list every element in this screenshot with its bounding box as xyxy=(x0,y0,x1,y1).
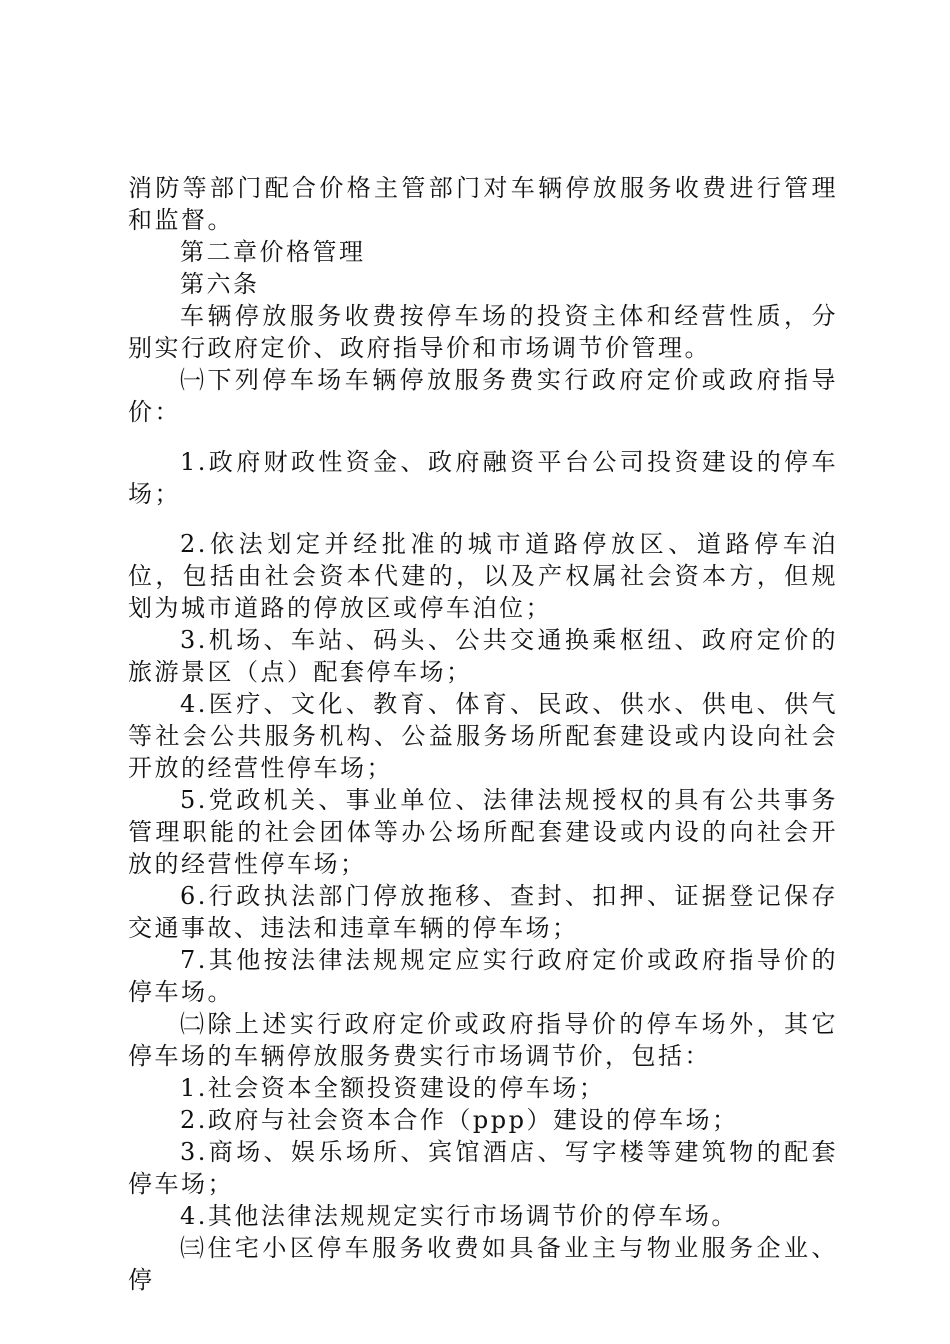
list-item-market-3: 3.商场、娱乐场所、宾馆酒店、写字楼等建筑物的配套停车场； xyxy=(128,1138,838,1198)
list-item-market-2: 2.政府与社会资本合作（ppp）建设的停车场； xyxy=(180,1106,739,1134)
document-body xyxy=(128,172,838,1296)
list-item-government-5: 5.党政机关、事业单位、法律法规授权的具有公共事务管理职能的社会团体等办公场所配套建设或内设的向社会开放的经营性停车场； xyxy=(128,786,838,878)
list-item-government-7: 7.其他按法律法规规定应实行政府定价或政府指导价的停车场。 xyxy=(128,946,838,1006)
article-heading: 第六条 xyxy=(180,270,260,298)
paragraph-article-six: 车辆停放服务收费按停车场的投资主体和经营性质，分别实行政府定价、政府指导价和市场调节价管理。 xyxy=(128,302,838,362)
paragraph-government-pricing: ㈠下列停车场车辆停放服务费实行政府定价或政府指导价： xyxy=(128,366,838,426)
list-item-market-1: 1.社会资本全额投资建设的停车场； xyxy=(180,1074,606,1102)
paragraph-supervision: 消防等部门配合价格主管部门对车辆停放服务收费进行管理和监督。 xyxy=(128,174,838,234)
paragraph-residential-parking: ㈢住宅小区停车服务收费如具备业主与物业服务企业、停 xyxy=(128,1234,838,1294)
paragraph-market-pricing: ㈡除上述实行政府定价或政府指导价的停车场外，其它停车场的车辆停放服务费实行市场调节价，包括： xyxy=(128,1010,838,1070)
list-item-government-4: 4.医疗、文化、教育、体育、民政、供水、供电、供气等社会公共服务机构、公益服务场所配套建设或内设向社会开放的经营性停车场； xyxy=(128,690,838,782)
chapter-heading: 第二章价格管理 xyxy=(180,238,366,266)
list-item-government-3: 3.机场、车站、码头、公共交通换乘枢纽、政府定价的旅游景区（点）配套停车场； xyxy=(128,626,838,686)
list-item-market-4: 4.其他法律法规规定实行市场调节价的停车场。 xyxy=(180,1202,738,1230)
list-item-government-1: 1.政府财政性资金、政府融资平台公司投资建设的停车场； xyxy=(128,448,838,508)
list-item-government-2: 2.依法划定并经批准的城市道路停放区、道路停车泊位，包括由社会资本代建的，以及产权属社会资本方，但规划为城市道路的停放区或停车泊位； xyxy=(128,530,838,622)
list-item-government-6: 6.行政执法部门停放拖移、查封、扣押、证据登记保存交通事故、违法和违章车辆的停车场； xyxy=(128,882,838,942)
